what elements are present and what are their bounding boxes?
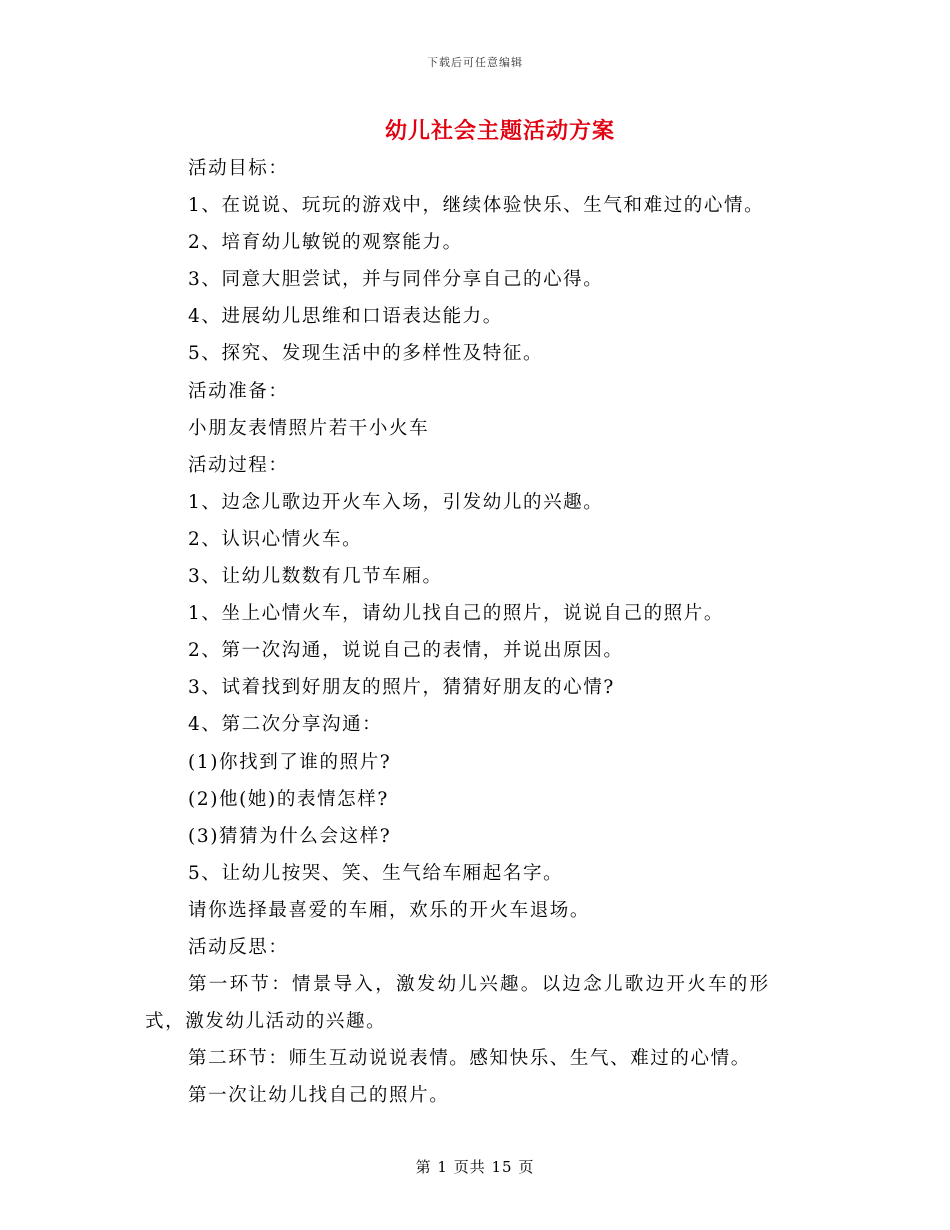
- section-heading-goals: 活动目标：: [188, 158, 289, 179]
- reflection-paragraph-line: 第一环节：情景导入，激发幼儿兴趣。以边念儿歌边开火车的形: [188, 974, 771, 996]
- goal-item: 3、同意大胆尝试，并与同伴分享自己的心得。: [188, 269, 604, 291]
- preparation-text: 小朋友表情照片若干小火车: [188, 417, 430, 439]
- reflection-paragraph-line: 第二环节：师生互动说说表情。感知快乐、生气、难过的心情。: [188, 1048, 751, 1070]
- goal-item: 1、在说说、玩玩的游戏中，继续体验快乐、生气和难过的心情。: [188, 195, 765, 217]
- header-note: 下载后可任意编辑: [427, 56, 523, 69]
- process-item: 1、坐上心情火车，请幼儿找自己的照片，说说自己的照片。: [188, 603, 724, 625]
- process-item: 5、让幼儿按哭、笑、生气给车厢起名字。: [188, 862, 564, 884]
- goal-item: 5、探究、发现生活中的多样性及特征。: [188, 343, 544, 365]
- process-subitem: (1)你找到了谁的照片?: [188, 751, 392, 773]
- goal-item: 4、进展幼儿思维和口语表达能力。: [188, 306, 503, 328]
- section-heading-preparation: 活动准备：: [188, 380, 289, 402]
- process-item: 3、让幼儿数数有几节车厢。: [188, 566, 443, 588]
- section-heading-reflection: 活动反思：: [188, 936, 289, 958]
- process-item: 3、试着找到好朋友的照片，猜猜好朋友的心情?: [188, 677, 615, 699]
- process-item: 2、认识心情火车。: [188, 528, 363, 550]
- process-item: 2、第一次沟通，说说自己的表情，并说出原因。: [188, 640, 624, 662]
- process-item: 4、第二次分享沟通：: [188, 714, 383, 736]
- process-subitem: (2)他(她)的表情怎样?: [188, 788, 389, 810]
- process-item: 1、边念儿歌边开火车入场，引发幼儿的兴趣。: [188, 491, 604, 513]
- section-heading-process: 活动过程：: [188, 454, 289, 476]
- document-title: 幼儿社会主题活动方案: [384, 118, 615, 144]
- page-number: 第 1 页共 15 页: [415, 1158, 535, 1176]
- reflection-paragraph-line: 第一次让幼儿找自己的照片。: [188, 1085, 450, 1107]
- process-text: 请你选择最喜爱的车厢，欢乐的开火车退场。: [188, 899, 591, 921]
- goal-item: 2、培育幼儿敏锐的观察能力。: [188, 232, 463, 254]
- process-subitem: (3)猜猜为什么会这样?: [188, 825, 392, 847]
- document-body: [145, 150, 810, 1114]
- reflection-paragraph-line: 式，激发幼儿活动的兴趣。: [145, 1011, 387, 1033]
